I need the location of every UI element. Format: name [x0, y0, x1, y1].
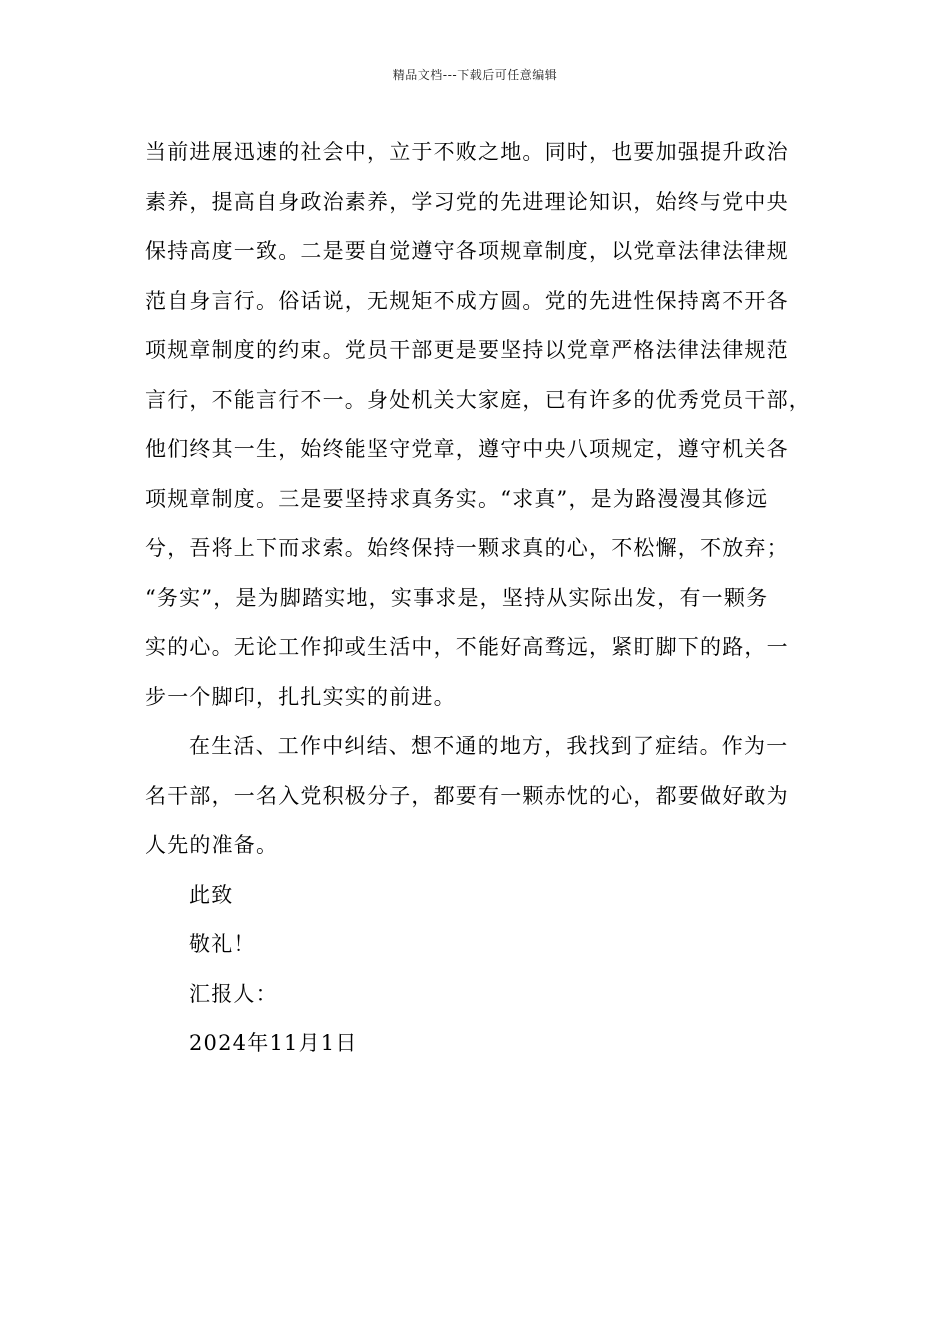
paragraph-line: 素养，提高自身政治素养，学习党的先进理论知识，始终与党中央 [145, 189, 789, 214]
paragraph-line: 实的心。无论工作抑或生活中，不能好高骛远，紧盯脚下的路，一 [145, 635, 789, 659]
paragraph-line: 当前进展迅速的社会中，立于不败之地。同时，也要加强提升政治 [145, 140, 789, 164]
paragraph-line: 步一个脚印，扎扎实实的前进。 [145, 684, 456, 709]
paragraph-line: 项规章制度的约束。党员干部更是要坚持以党章严格法律法律规范 [145, 338, 789, 362]
paragraph-line: 项规章制度。三是要坚持求真务实。“求真”，是为路漫漫其修远 [145, 486, 769, 511]
closing-salutation: 此致 [189, 882, 234, 907]
paragraph-line: “务实”，是为脚踏实地，实事求是，坚持从实际出发，有一颗务 [145, 585, 769, 610]
paragraph-line: 保持高度一致。二是要自觉遵守各项规章制度，以党章法律法律规 [145, 239, 789, 263]
paragraph-line: 兮，吾将上下而求索。始终保持一颗求真的心，不松懈，不放弃； [145, 536, 789, 560]
paragraph-line: 在生活、工作中纠结、想不通的地方，我找到了症结。作为一 [189, 734, 789, 758]
paragraph-line: 名干部，一名入党积极分子，都要有一颗赤忱的心，都要做好敢为 [145, 783, 789, 808]
closing-regards: 敬礼！ [189, 932, 256, 956]
paragraph-2 [145, 722, 825, 871]
document-body [145, 128, 825, 1069]
paragraph-line: 他们终其一生，始终能坚守党章，遵守中央八项规定，遵守机关各 [145, 437, 789, 461]
report-date: 2024年11月1日 [189, 1031, 358, 1055]
paragraph-line: 言行，不能言行不一。身处机关大家庭，已有许多的优秀党员干部， [145, 387, 811, 412]
paragraph-line: 人先的准备。 [145, 833, 279, 857]
paragraph-line: 范自身言行。俗话说，无规矩不成方圆。党的先进性保持离不开各 [145, 288, 789, 313]
page-header: 精品文档---下载后可任意编辑 [392, 68, 558, 82]
paragraph-1 [145, 128, 825, 722]
reporter-label: 汇报人： [189, 981, 278, 1006]
